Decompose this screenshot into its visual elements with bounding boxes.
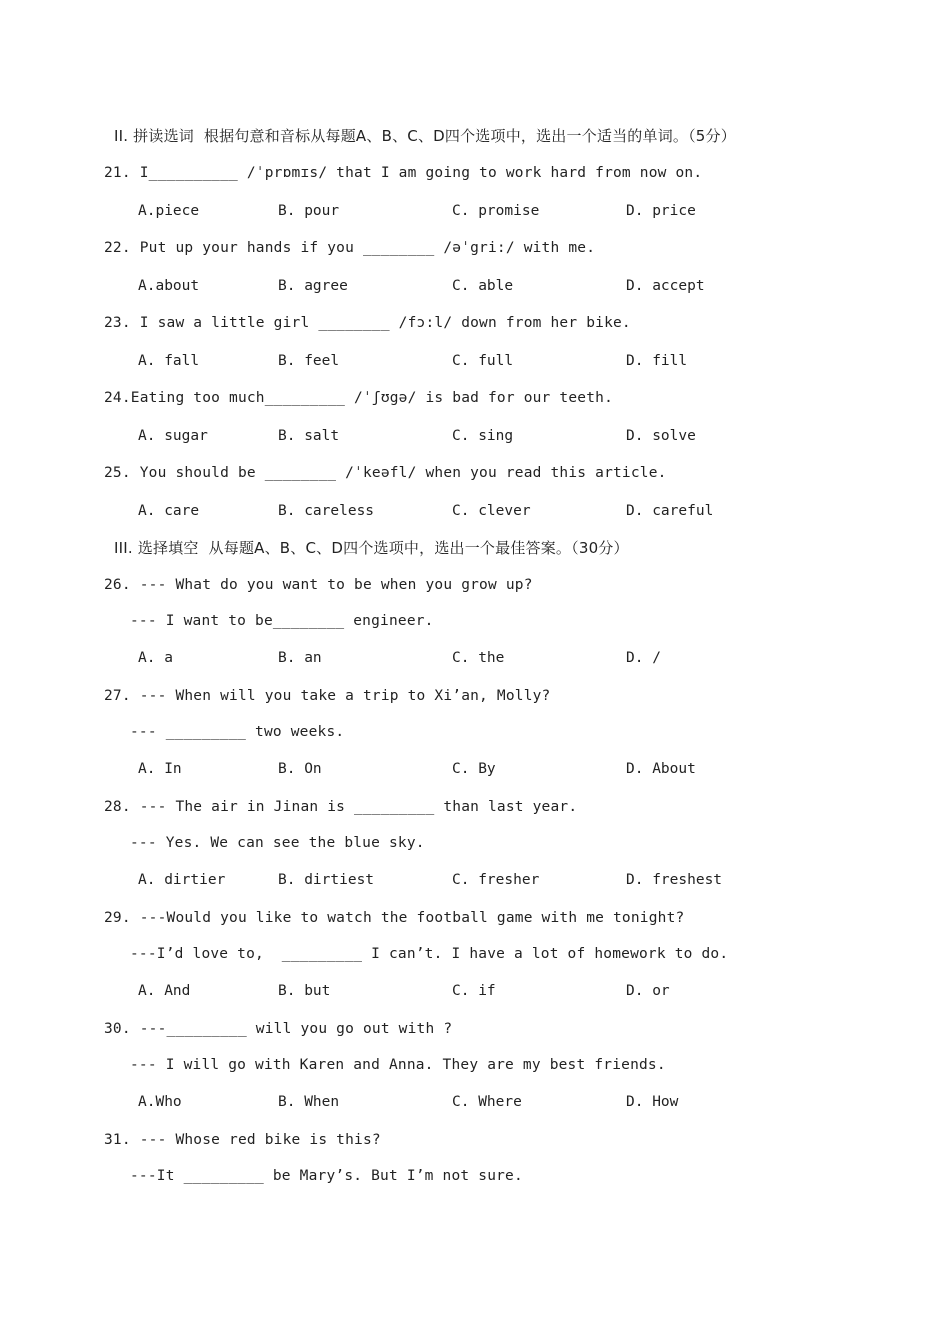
- option-24-c: C. sing: [452, 428, 514, 444]
- option-28-a: A. dirtier: [138, 872, 226, 888]
- option-24-a: A. sugar: [138, 428, 208, 444]
- option-27-a: A. In: [138, 761, 182, 777]
- question-27: 27. --- When will you take a trip to Xi’an, Molly?: [104, 688, 551, 704]
- question-23: 23. I saw a little girl ________ /fɔ:l/ down from her bike.: [104, 315, 631, 331]
- option-29-b: B. but: [278, 983, 331, 999]
- option-25-b: B. careless: [278, 503, 375, 519]
- option-27-c: C. By: [452, 761, 496, 777]
- option-29-c: C. if: [452, 983, 496, 999]
- reply-31: ---It _________ be Mary’s. But I’m not sure.: [130, 1168, 523, 1184]
- question-25: 25. You should be ________ /ˈkeəfl/ when you read this article.: [104, 465, 667, 481]
- option-26-c: C. the: [452, 650, 505, 666]
- option-24-b: B. salt: [278, 428, 340, 444]
- option-23-c: C. full: [452, 353, 514, 369]
- option-28-b: B. dirtiest: [278, 872, 375, 888]
- option-22-a: A.about: [138, 278, 200, 294]
- reply-30: --- I will go with Karen and Anna. They are my best friends.: [130, 1057, 666, 1073]
- option-26-d: D. /: [626, 650, 661, 666]
- option-21-b: B. pour: [278, 203, 340, 219]
- option-30-d: D. How: [626, 1094, 679, 1110]
- option-27-d: D. About: [626, 761, 696, 777]
- option-22-d: D. accept: [626, 278, 705, 294]
- question-24: 24.Eating too much_________ /ˈʃʊgə/ is bad for our teeth.: [104, 390, 613, 406]
- option-30-a: A.Who: [138, 1094, 182, 1110]
- option-29-a: A. And: [138, 983, 191, 999]
- option-27-b: B. On: [278, 761, 322, 777]
- option-26-a: A. a: [138, 650, 173, 666]
- option-26-b: B. an: [278, 650, 322, 666]
- question-30: 30. ---_________ will you go out with ?: [104, 1021, 453, 1037]
- option-22-c: C. able: [452, 278, 514, 294]
- question-26: 26. --- What do you want to be when you grow up?: [104, 577, 533, 593]
- option-22-b: B. agree: [278, 278, 348, 294]
- reply-28: --- Yes. We can see the blue sky.: [130, 835, 425, 851]
- reply-26: --- I want to be________ engineer.: [130, 613, 434, 629]
- question-21: 21. I__________ /ˈprɒmɪs/ that I am going to work hard from now on.: [104, 165, 703, 181]
- option-25-d: D. careful: [626, 503, 714, 519]
- option-21-d: D. price: [626, 203, 696, 219]
- option-30-b: B. When: [278, 1094, 340, 1110]
- question-31: 31. --- Whose red bike is this?: [104, 1132, 381, 1148]
- option-21-c: C. promise: [452, 203, 540, 219]
- question-22: 22. Put up your hands if you ________ /əˈgri:/ with me.: [104, 240, 596, 256]
- question-29: 29. ---Would you like to watch the football game with me tonight?: [104, 910, 685, 926]
- option-29-d: D. or: [626, 983, 670, 999]
- section-3-heading: III. 选择填空 从每题A、B、C、D四个选项中，选出一个最佳答案。（30分）: [114, 539, 629, 557]
- option-25-a: A. care: [138, 503, 200, 519]
- option-28-c: C. fresher: [452, 872, 540, 888]
- option-28-d: D. freshest: [626, 872, 723, 888]
- section-2-heading: II. 拼读选词 根据句意和音标从每题A、B、C、D四个选项中，选出一个适当的单词。（5分）: [114, 127, 736, 145]
- option-24-d: D. solve: [626, 428, 696, 444]
- option-21-a: A.piece: [138, 203, 200, 219]
- question-28: 28. --- The air in Jinan is _________ than last year.: [104, 799, 578, 815]
- option-23-d: D. fill: [626, 353, 688, 369]
- option-25-c: C. clever: [452, 503, 531, 519]
- option-23-b: B. feel: [278, 353, 340, 369]
- reply-29: ---I’d love to, _________ I can’t. I have a lot of homework to do.: [130, 946, 729, 962]
- reply-27: --- _________ two weeks.: [130, 724, 345, 740]
- option-23-a: A. fall: [138, 353, 200, 369]
- option-30-c: C. Where: [452, 1094, 522, 1110]
